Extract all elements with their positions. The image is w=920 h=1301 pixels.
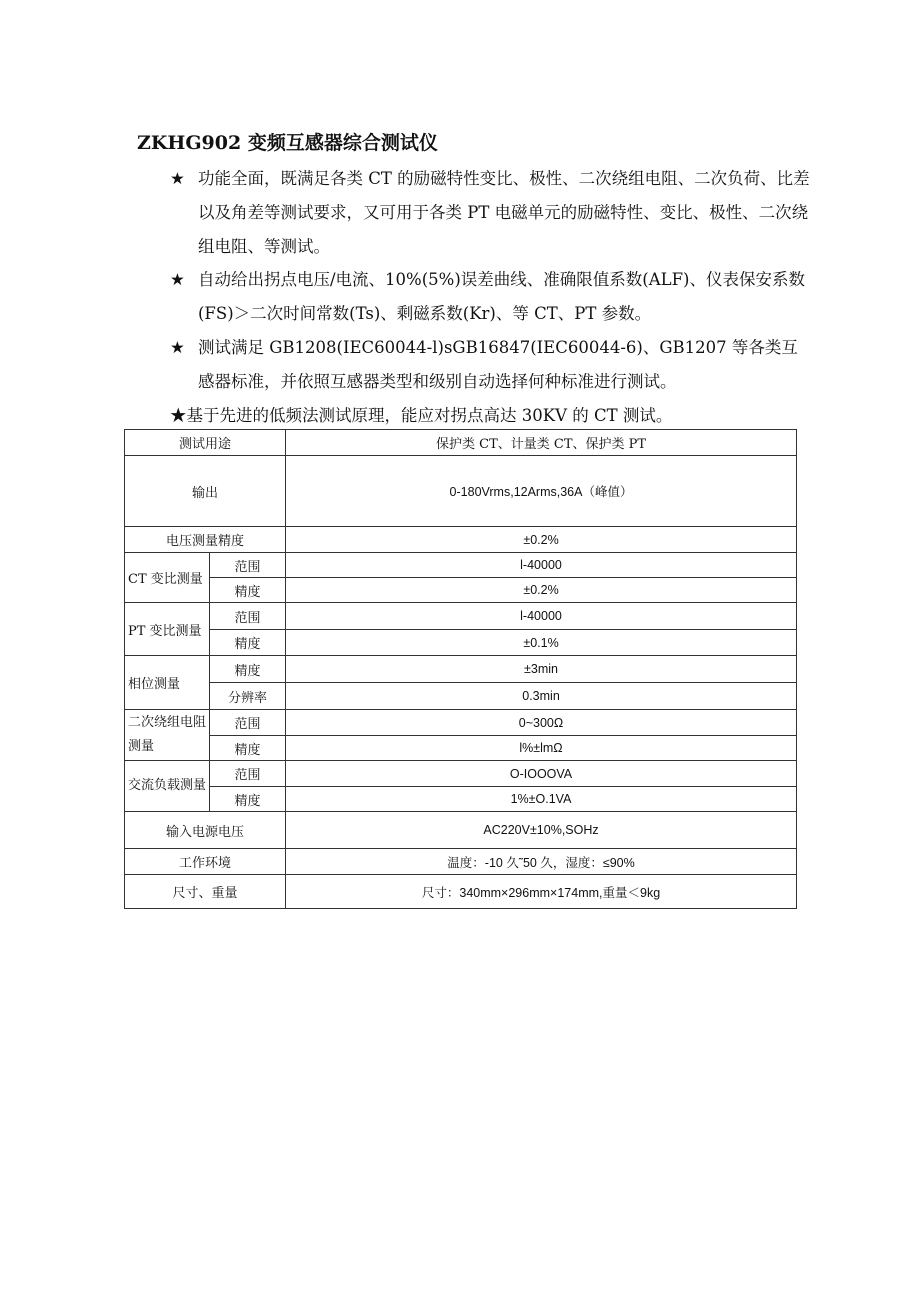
size-weight-value: 尺寸：340mm×296mm×174mm,重量＜9kg: [286, 875, 797, 909]
resistance-accuracy-label: 精度: [210, 736, 286, 761]
table-row: [125, 761, 797, 787]
ct-range-label: 范围: [210, 553, 286, 578]
phase-label: 相位测量: [125, 656, 210, 710]
resistance-range-value: 0~300Ω: [286, 710, 797, 736]
ac-accuracy-value: 1%±O.1VA: [286, 787, 797, 812]
pt-ratio-label: PT 变比测量: [125, 603, 210, 656]
star-icon: ★: [170, 338, 185, 357]
table-row: [125, 656, 797, 683]
environment-value: 温度：-10 久˜50 久，湿度：≤90%: [286, 849, 797, 875]
table-row: [125, 875, 797, 909]
star-icon: ★: [170, 270, 185, 289]
star-icon: ★: [170, 169, 185, 188]
size-weight-label: 尺寸、重量: [125, 875, 286, 909]
table-row: [125, 710, 797, 736]
feature-bullet-3: [170, 331, 810, 399]
environment-label: 工作环境: [125, 849, 286, 875]
resistance-accuracy-value: l%±lmΩ: [286, 736, 797, 761]
usage-label: 测试用途: [125, 430, 286, 456]
table-row: [125, 849, 797, 875]
power-value: AC220V±10%,SOHz: [286, 812, 797, 849]
ac-range-value: O-IOOOVA: [286, 761, 797, 787]
table-row: [125, 736, 797, 761]
voltage-accuracy-label: 电压测量精度: [125, 527, 286, 553]
pt-range-label: 范围: [210, 603, 286, 630]
star-icon: ★: [170, 406, 187, 425]
pt-range-value: l-40000: [286, 603, 797, 630]
table-row: [125, 787, 797, 812]
feature-bullet-4: [170, 399, 672, 433]
phase-accuracy-label: 精度: [210, 656, 286, 683]
winding-resistance-label: 二次绕组电阻测量: [125, 710, 210, 761]
page-title: ZKHG902 变频互感器综合测试仪: [137, 132, 438, 154]
table-row: [125, 527, 797, 553]
phase-resolution-value: 0.3min: [286, 683, 797, 710]
table-row: [125, 683, 797, 710]
table-row: [125, 456, 797, 527]
ac-range-label: 范围: [210, 761, 286, 787]
spec-table: [124, 429, 797, 909]
bullet-text: 测试满足 GB1208(IEC60044-l)sGB16847(IEC60044-6)、GB1207 等各类互感器标准，并依照互感器类型和级别自动选择何种标准进行测试。: [198, 338, 798, 391]
feature-bullet-2: [170, 263, 810, 331]
bullet-text: 功能全面，既满足各类 CT 的励磁特性变比、极性、二次绕组电阻、二次负荷、比差以及角差等测试要求，又可用于各类 PT 电磁单元的励磁特性、变比、极性、二次绕组电阻、等测试。: [198, 169, 810, 256]
table-row: [125, 603, 797, 630]
table-row: [125, 812, 797, 849]
ac-accuracy-label: 精度: [210, 787, 286, 812]
bullet-text: 基于先进的低频法测试原理，能应对拐点高达 30KV 的 CT 测试。: [186, 406, 673, 425]
phase-resolution-label: 分辨率: [210, 683, 286, 710]
output-value: 0-180Vrms,12Arms,36A（峰值）: [286, 456, 797, 527]
pt-accuracy-value: ±0.1%: [286, 630, 797, 656]
ac-load-label: 交流负载测量: [125, 761, 210, 812]
ct-accuracy-label: 精度: [210, 578, 286, 603]
table-row: [125, 553, 797, 578]
usage-value: 保护类 CT、计量类 CT、保护类 PT: [286, 430, 797, 456]
pt-accuracy-label: 精度: [210, 630, 286, 656]
bullet-text: 自动给出拐点电压/电流、10%(5%)误差曲线、准确限值系数(ALF)、仪表保安系数(FS)＞二次时间常数(Ts)、剩磁系数(Kr)、等 CT、PT 参数。: [198, 270, 805, 323]
feature-bullet-1: [170, 162, 810, 264]
table-row: [125, 430, 797, 456]
output-label: 输出: [125, 456, 286, 527]
table-row: [125, 578, 797, 603]
ct-ratio-label: CT 变比测量: [125, 553, 210, 603]
resistance-range-label: 范围: [210, 710, 286, 736]
ct-accuracy-value: ±0.2%: [286, 578, 797, 603]
voltage-accuracy-value: ±0.2%: [286, 527, 797, 553]
power-label: 输入电源电压: [125, 812, 286, 849]
ct-range-value: l-40000: [286, 553, 797, 578]
phase-accuracy-value: ±3min: [286, 656, 797, 683]
table-row: [125, 630, 797, 656]
